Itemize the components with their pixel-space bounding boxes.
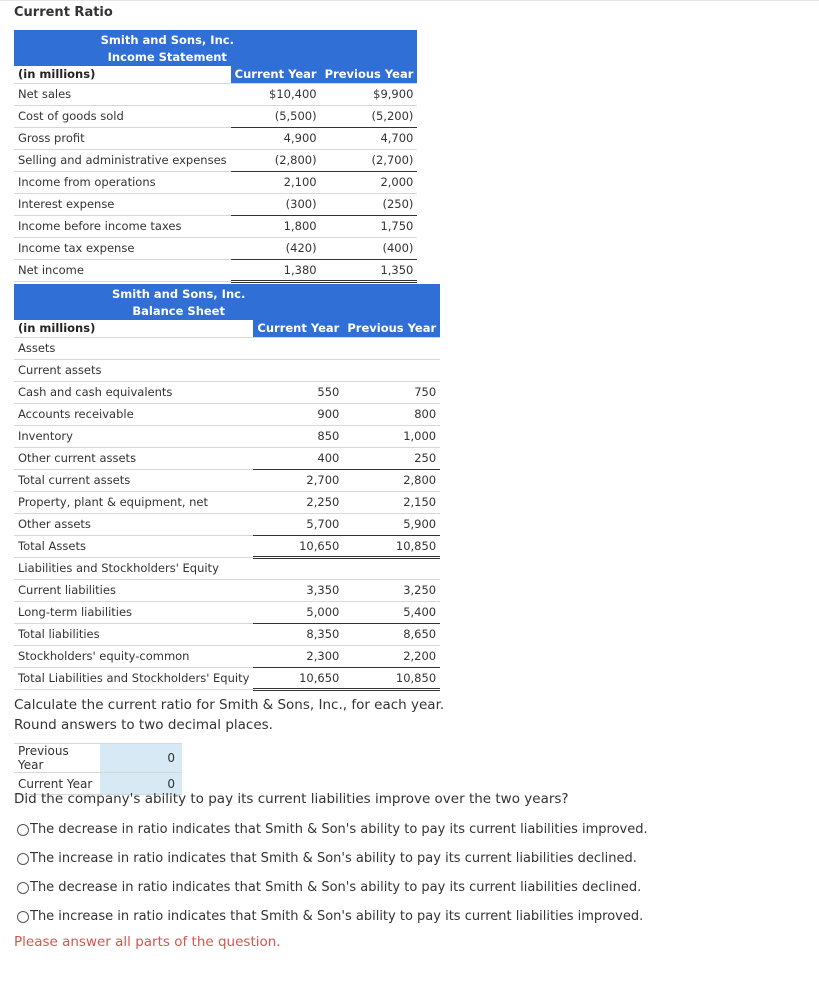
balance-sheet-row bbox=[14, 337, 440, 359]
balance-sheet-row-label: Current assets bbox=[14, 359, 253, 381]
income-statement-row bbox=[14, 127, 417, 149]
income-statement-row-label: Income before income taxes bbox=[14, 215, 231, 237]
income-statement-col-previous: Previous Year bbox=[321, 66, 418, 83]
option-1[interactable] bbox=[17, 822, 648, 837]
balance-sheet-current-year-value: 550 bbox=[253, 381, 343, 403]
income-statement-row bbox=[14, 149, 417, 171]
income-statement-row-label: Net income bbox=[14, 259, 231, 281]
income-statement-previous-year-value: $9,900 bbox=[321, 83, 418, 105]
option-3-label: The decrease in ratio indicates that Smith & Son's ability to pay its current liabilities declined. bbox=[30, 880, 642, 895]
balance-sheet-row bbox=[14, 579, 440, 601]
balance-sheet-row-label: Total Liabilities and Stockholders' Equity bbox=[14, 667, 253, 689]
balance-sheet-row-label: Liabilities and Stockholders' Equity bbox=[14, 557, 253, 579]
balance-sheet-current-year-value: 8,350 bbox=[253, 623, 343, 645]
answer-label-current-year: Current Year bbox=[14, 773, 100, 795]
income-statement-current-year-value: 1,380 bbox=[231, 259, 321, 281]
balance-sheet-units: (in millions) bbox=[14, 320, 253, 337]
balance-sheet-previous-year-value bbox=[343, 337, 440, 359]
balance-sheet-row-label: Other current assets bbox=[14, 447, 253, 469]
income-statement-row bbox=[14, 105, 417, 127]
balance-sheet-row-label: Stockholders' equity-common bbox=[14, 645, 253, 667]
balance-sheet-row bbox=[14, 601, 440, 623]
income-statement-current-year-value: (420) bbox=[231, 237, 321, 259]
income-statement-column-header bbox=[14, 66, 417, 83]
income-statement-previous-year-value: 4,700 bbox=[321, 127, 418, 149]
balance-sheet-current-year-value: 10,650 bbox=[253, 535, 343, 557]
balance-sheet-current-year-value: 2,250 bbox=[253, 491, 343, 513]
current-ratio-answer-table bbox=[14, 743, 182, 795]
balance-sheet-previous-year-value: 10,850 bbox=[343, 535, 440, 557]
balance-sheet-row-label: Inventory bbox=[14, 425, 253, 447]
mc-prompt: Did the company's ability to pay its current liabilities improve over the two years? bbox=[14, 791, 569, 807]
option-2-label: The increase in ratio indicates that Smith & Son's ability to pay its current liabilities declined. bbox=[30, 851, 637, 866]
top-divider bbox=[0, 0, 819, 1]
income-statement-table bbox=[14, 30, 417, 283]
income-statement-current-year-value: (2,800) bbox=[231, 149, 321, 171]
income-statement-row-label: Interest expense bbox=[14, 193, 231, 215]
balance-sheet-title: Balance Sheet bbox=[132, 304, 225, 318]
previous-year-ratio-input[interactable]: 0 bbox=[100, 744, 182, 773]
balance-sheet-row bbox=[14, 359, 440, 381]
income-statement-previous-year-value: (400) bbox=[321, 237, 418, 259]
balance-sheet-row bbox=[14, 469, 440, 491]
balance-sheet-row-label: Assets bbox=[14, 337, 253, 359]
balance-sheet-row-label: Total current assets bbox=[14, 469, 253, 491]
balance-sheet-previous-year-value: 8,650 bbox=[343, 623, 440, 645]
instructions bbox=[14, 695, 614, 735]
income-statement-title: Income Statement bbox=[107, 50, 227, 64]
balance-sheet-row-label: Cash and cash equivalents bbox=[14, 381, 253, 403]
balance-sheet-previous-year-value: 5,900 bbox=[343, 513, 440, 535]
balance-sheet-previous-year-value bbox=[343, 359, 440, 381]
option-2[interactable] bbox=[17, 851, 637, 866]
income-statement-row bbox=[14, 237, 417, 259]
balance-sheet-col-current: Current Year bbox=[253, 320, 343, 337]
balance-sheet-row bbox=[14, 425, 440, 447]
balance-sheet-previous-year-value: 800 bbox=[343, 403, 440, 425]
instruction-line-1: Calculate the current ratio for Smith & Sons, Inc., for each year. bbox=[14, 697, 445, 713]
income-statement-row-label: Net sales bbox=[14, 83, 231, 105]
income-statement-previous-year-value: 1,350 bbox=[321, 259, 418, 281]
balance-sheet-row-label: Accounts receivable bbox=[14, 403, 253, 425]
balance-sheet-row bbox=[14, 513, 440, 535]
income-statement-row-label: Selling and administrative expenses bbox=[14, 149, 231, 171]
balance-sheet-previous-year-value bbox=[343, 557, 440, 579]
balance-sheet-header bbox=[14, 284, 440, 320]
income-statement-row-label: Income from operations bbox=[14, 171, 231, 193]
balance-sheet-current-year-value bbox=[253, 337, 343, 359]
balance-sheet-current-year-value: 2,700 bbox=[253, 469, 343, 491]
warning-message: Please answer all parts of the question. bbox=[14, 934, 281, 950]
income-statement-current-year-value: 4,900 bbox=[231, 127, 321, 149]
answer-row-previous-year bbox=[14, 744, 182, 773]
answer-label-previous-year: Previous Year bbox=[14, 744, 100, 773]
radio-button-icon[interactable] bbox=[17, 911, 29, 923]
income-statement-company: Smith and Sons, Inc. bbox=[100, 33, 234, 47]
balance-sheet-row bbox=[14, 645, 440, 667]
option-3[interactable] bbox=[17, 880, 641, 895]
income-statement-col-current: Current Year bbox=[231, 66, 321, 83]
income-statement-row bbox=[14, 83, 417, 105]
income-statement-previous-year-value: 2,000 bbox=[321, 171, 418, 193]
balance-sheet-previous-year-value: 1,000 bbox=[343, 425, 440, 447]
radio-button-icon[interactable] bbox=[17, 824, 29, 836]
instruction-line-2: Round answers to two decimal places. bbox=[14, 717, 273, 733]
balance-sheet-previous-year-value: 2,800 bbox=[343, 469, 440, 491]
balance-sheet-current-year-value bbox=[253, 359, 343, 381]
balance-sheet-row bbox=[14, 403, 440, 425]
balance-sheet-row bbox=[14, 535, 440, 557]
balance-sheet-current-year-value: 850 bbox=[253, 425, 343, 447]
balance-sheet-column-header bbox=[14, 320, 440, 337]
balance-sheet-row bbox=[14, 557, 440, 579]
income-statement-row-label: Income tax expense bbox=[14, 237, 231, 259]
income-statement-units: (in millions) bbox=[14, 66, 231, 83]
income-statement-previous-year-value: (250) bbox=[321, 193, 418, 215]
balance-sheet-table bbox=[14, 284, 440, 691]
income-statement-row bbox=[14, 259, 417, 281]
income-statement-current-year-value: (300) bbox=[231, 193, 321, 215]
income-statement-current-year-value: (5,500) bbox=[231, 105, 321, 127]
income-statement-previous-year-value: (2,700) bbox=[321, 149, 418, 171]
balance-sheet-current-year-value: 10,650 bbox=[253, 667, 343, 689]
radio-button-icon[interactable] bbox=[17, 882, 29, 894]
income-statement-current-year-value: $10,400 bbox=[231, 83, 321, 105]
balance-sheet-previous-year-value: 3,250 bbox=[343, 579, 440, 601]
balance-sheet-current-year-value: 400 bbox=[253, 447, 343, 469]
balance-sheet-current-year-value: 900 bbox=[253, 403, 343, 425]
option-4-label: The increase in ratio indicates that Smith & Son's ability to pay its current liabilities improved. bbox=[30, 909, 644, 924]
balance-sheet-row bbox=[14, 447, 440, 469]
balance-sheet-row bbox=[14, 623, 440, 645]
balance-sheet-row-label: Total Assets bbox=[14, 535, 253, 557]
balance-sheet-previous-year-value: 250 bbox=[343, 447, 440, 469]
balance-sheet-current-year-value: 2,300 bbox=[253, 645, 343, 667]
balance-sheet-previous-year-value: 10,850 bbox=[343, 667, 440, 689]
balance-sheet-previous-year-value: 2,150 bbox=[343, 491, 440, 513]
income-statement-row bbox=[14, 215, 417, 237]
income-statement-previous-year-value: (5,200) bbox=[321, 105, 418, 127]
income-statement-header bbox=[14, 30, 417, 66]
balance-sheet-previous-year-value: 2,200 bbox=[343, 645, 440, 667]
balance-sheet-previous-year-value: 5,400 bbox=[343, 601, 440, 623]
balance-sheet-col-previous: Previous Year bbox=[343, 320, 440, 337]
balance-sheet-row-label: Property, plant & equipment, net bbox=[14, 491, 253, 513]
balance-sheet-current-year-value: 5,000 bbox=[253, 601, 343, 623]
balance-sheet-row-label: Total liabilities bbox=[14, 623, 253, 645]
balance-sheet-row bbox=[14, 491, 440, 513]
balance-sheet-row-label: Other assets bbox=[14, 513, 253, 535]
option-1-label: The decrease in ratio indicates that Smith & Son's ability to pay its current liabilities improved. bbox=[30, 822, 648, 837]
balance-sheet-row bbox=[14, 667, 440, 689]
income-statement-row bbox=[14, 193, 417, 215]
income-statement-row bbox=[14, 171, 417, 193]
balance-sheet-row-label: Current liabilities bbox=[14, 579, 253, 601]
balance-sheet-current-year-value: 3,350 bbox=[253, 579, 343, 601]
radio-button-icon[interactable] bbox=[17, 853, 29, 865]
balance-sheet-previous-year-value: 750 bbox=[343, 381, 440, 403]
balance-sheet-current-year-value bbox=[253, 557, 343, 579]
balance-sheet-current-year-value: 5,700 bbox=[253, 513, 343, 535]
option-4[interactable] bbox=[17, 909, 643, 924]
balance-sheet-row bbox=[14, 381, 440, 403]
current-year-ratio-input[interactable]: 0 bbox=[100, 773, 182, 795]
income-statement-current-year-value: 1,800 bbox=[231, 215, 321, 237]
balance-sheet-company: Smith and Sons, Inc. bbox=[112, 287, 246, 301]
income-statement-previous-year-value: 1,750 bbox=[321, 215, 418, 237]
page-title: Current Ratio bbox=[14, 5, 113, 20]
income-statement-row-label: Gross profit bbox=[14, 127, 231, 149]
income-statement-current-year-value: 2,100 bbox=[231, 171, 321, 193]
income-statement-row-label: Cost of goods sold bbox=[14, 105, 231, 127]
balance-sheet-row-label: Long-term liabilities bbox=[14, 601, 253, 623]
